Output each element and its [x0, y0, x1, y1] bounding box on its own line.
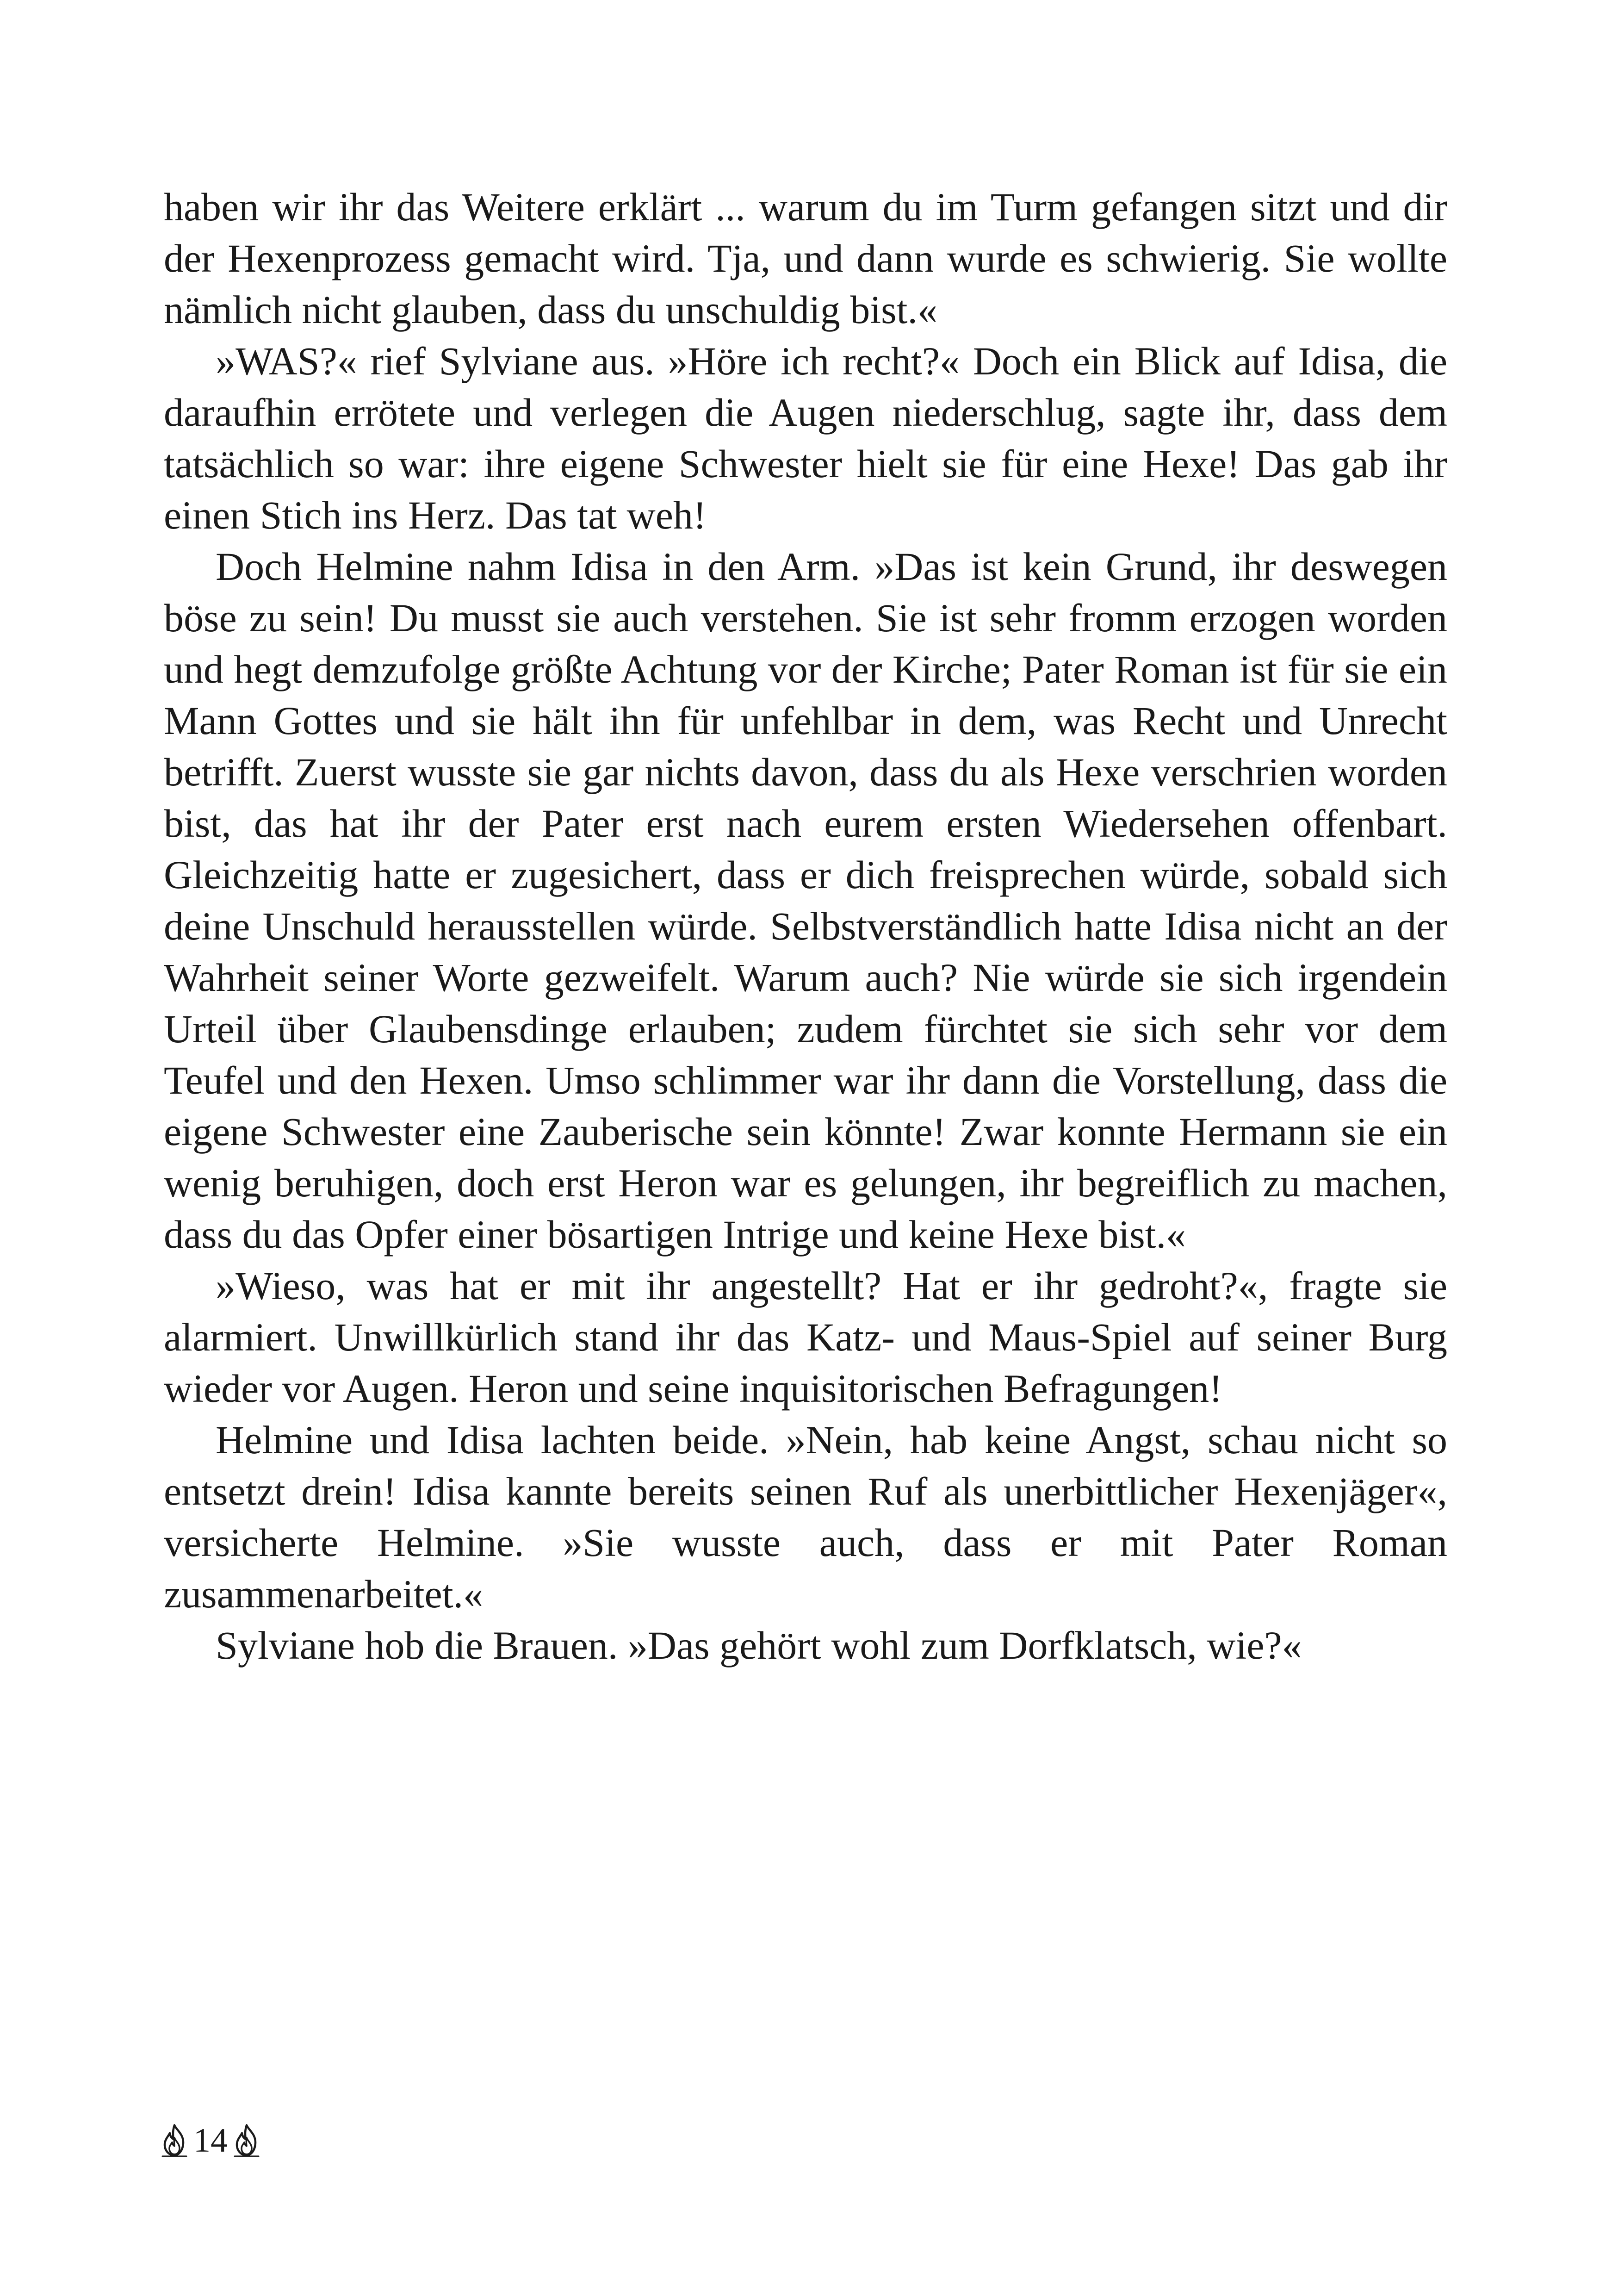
page-footer	[160, 2120, 261, 2161]
paragraph-1: haben wir ihr das Weitere erklärt ... warum du im Turm gefangen sitzt und dir der Hexenprozess gemacht wird. Tja, und dann wurde es schwierig. Sie wollte nämlich nicht glauben, dass du unschuldig bist.«	[164, 185, 1447, 332]
flame-icon	[160, 2124, 189, 2157]
flame-icon	[232, 2124, 261, 2157]
paragraph-4: »Wieso, was hat er mit ihr angestellt? Hat er ihr gedroht?«, fragte sie alarmiert. Unwillkürlich stand ihr das Katz- und Maus-Spiel auf seiner Burg wieder vor Augen. Heron und seine inquisitorischen Befragungen!	[164, 1263, 1447, 1411]
body-text	[164, 181, 1447, 1671]
paragraph-5: Helmine und Idisa lachten beide. »Nein, hab keine Angst, schau nicht so entsetzt drein! Idisa kannte bereits seinen Ruf als unerbittlicher Hexenjäger«, versicherte Helmine. »Sie wusste auch, dass er mit Pater Roman zusammenarbeitet.«	[164, 1418, 1447, 1616]
paragraph-6: Sylviane hob die Brauen. »Das gehört wohl zum Dorfklatsch, wie?«	[216, 1623, 1302, 1668]
paragraph-2: »WAS?« rief Sylviane aus. »Höre ich recht?« Doch ein Blick auf Idisa, die daraufhin errötete und verlegen die Augen niederschlug, sagte ihr, dass dem tatsächlich so war: ihre eigene Schwester hielt sie für eine Hexe! Das gab ihr einen Stich ins Herz. Das tat weh!	[164, 339, 1447, 537]
paragraph-3: Doch Helmine nahm Idisa in den Arm. »Das ist kein Grund, ihr deswegen böse zu sein! Du musst sie auch verstehen. Sie ist sehr fromm erzogen worden und hegt demzufolge größte Achtung vor der Kirche; Pater Roman ist für sie ein Mann Gottes und sie hält ihn für unfehlbar in dem, was Recht und Unrecht betrifft. Zuerst wusste sie gar nichts davon, dass du als Hexe verschrien worden bist, das hat ihr der Pater erst nach eurem ersten Wiedersehen offenbart. Gleichzeitig hatte er zugesichert, dass er dich freisprechen würde, sobald sich deine Unschuld herausstellen würde. Selbstverständlich hatte Idisa nicht an der Wahrheit seiner Worte gezweifelt. Warum auch? Nie würde sie sich irgendein Urteil über Glaubensdinge erlauben; zudem fürchtet sie sich sehr vor dem Teufel und den Hexen. Umso schlimmer war ihr dann die Vorstellung, dass die eigene Schwester eine Zauberische sein könnte! Zwar konnte Hermann sie ein wenig beruhigen, doch erst Heron war es gelungen, ihr begreiflich zu machen, dass du das Opfer einer bösartigen Intrige und keine Hexe bist.«	[164, 544, 1447, 1257]
page-number: 14	[193, 2121, 228, 2159]
